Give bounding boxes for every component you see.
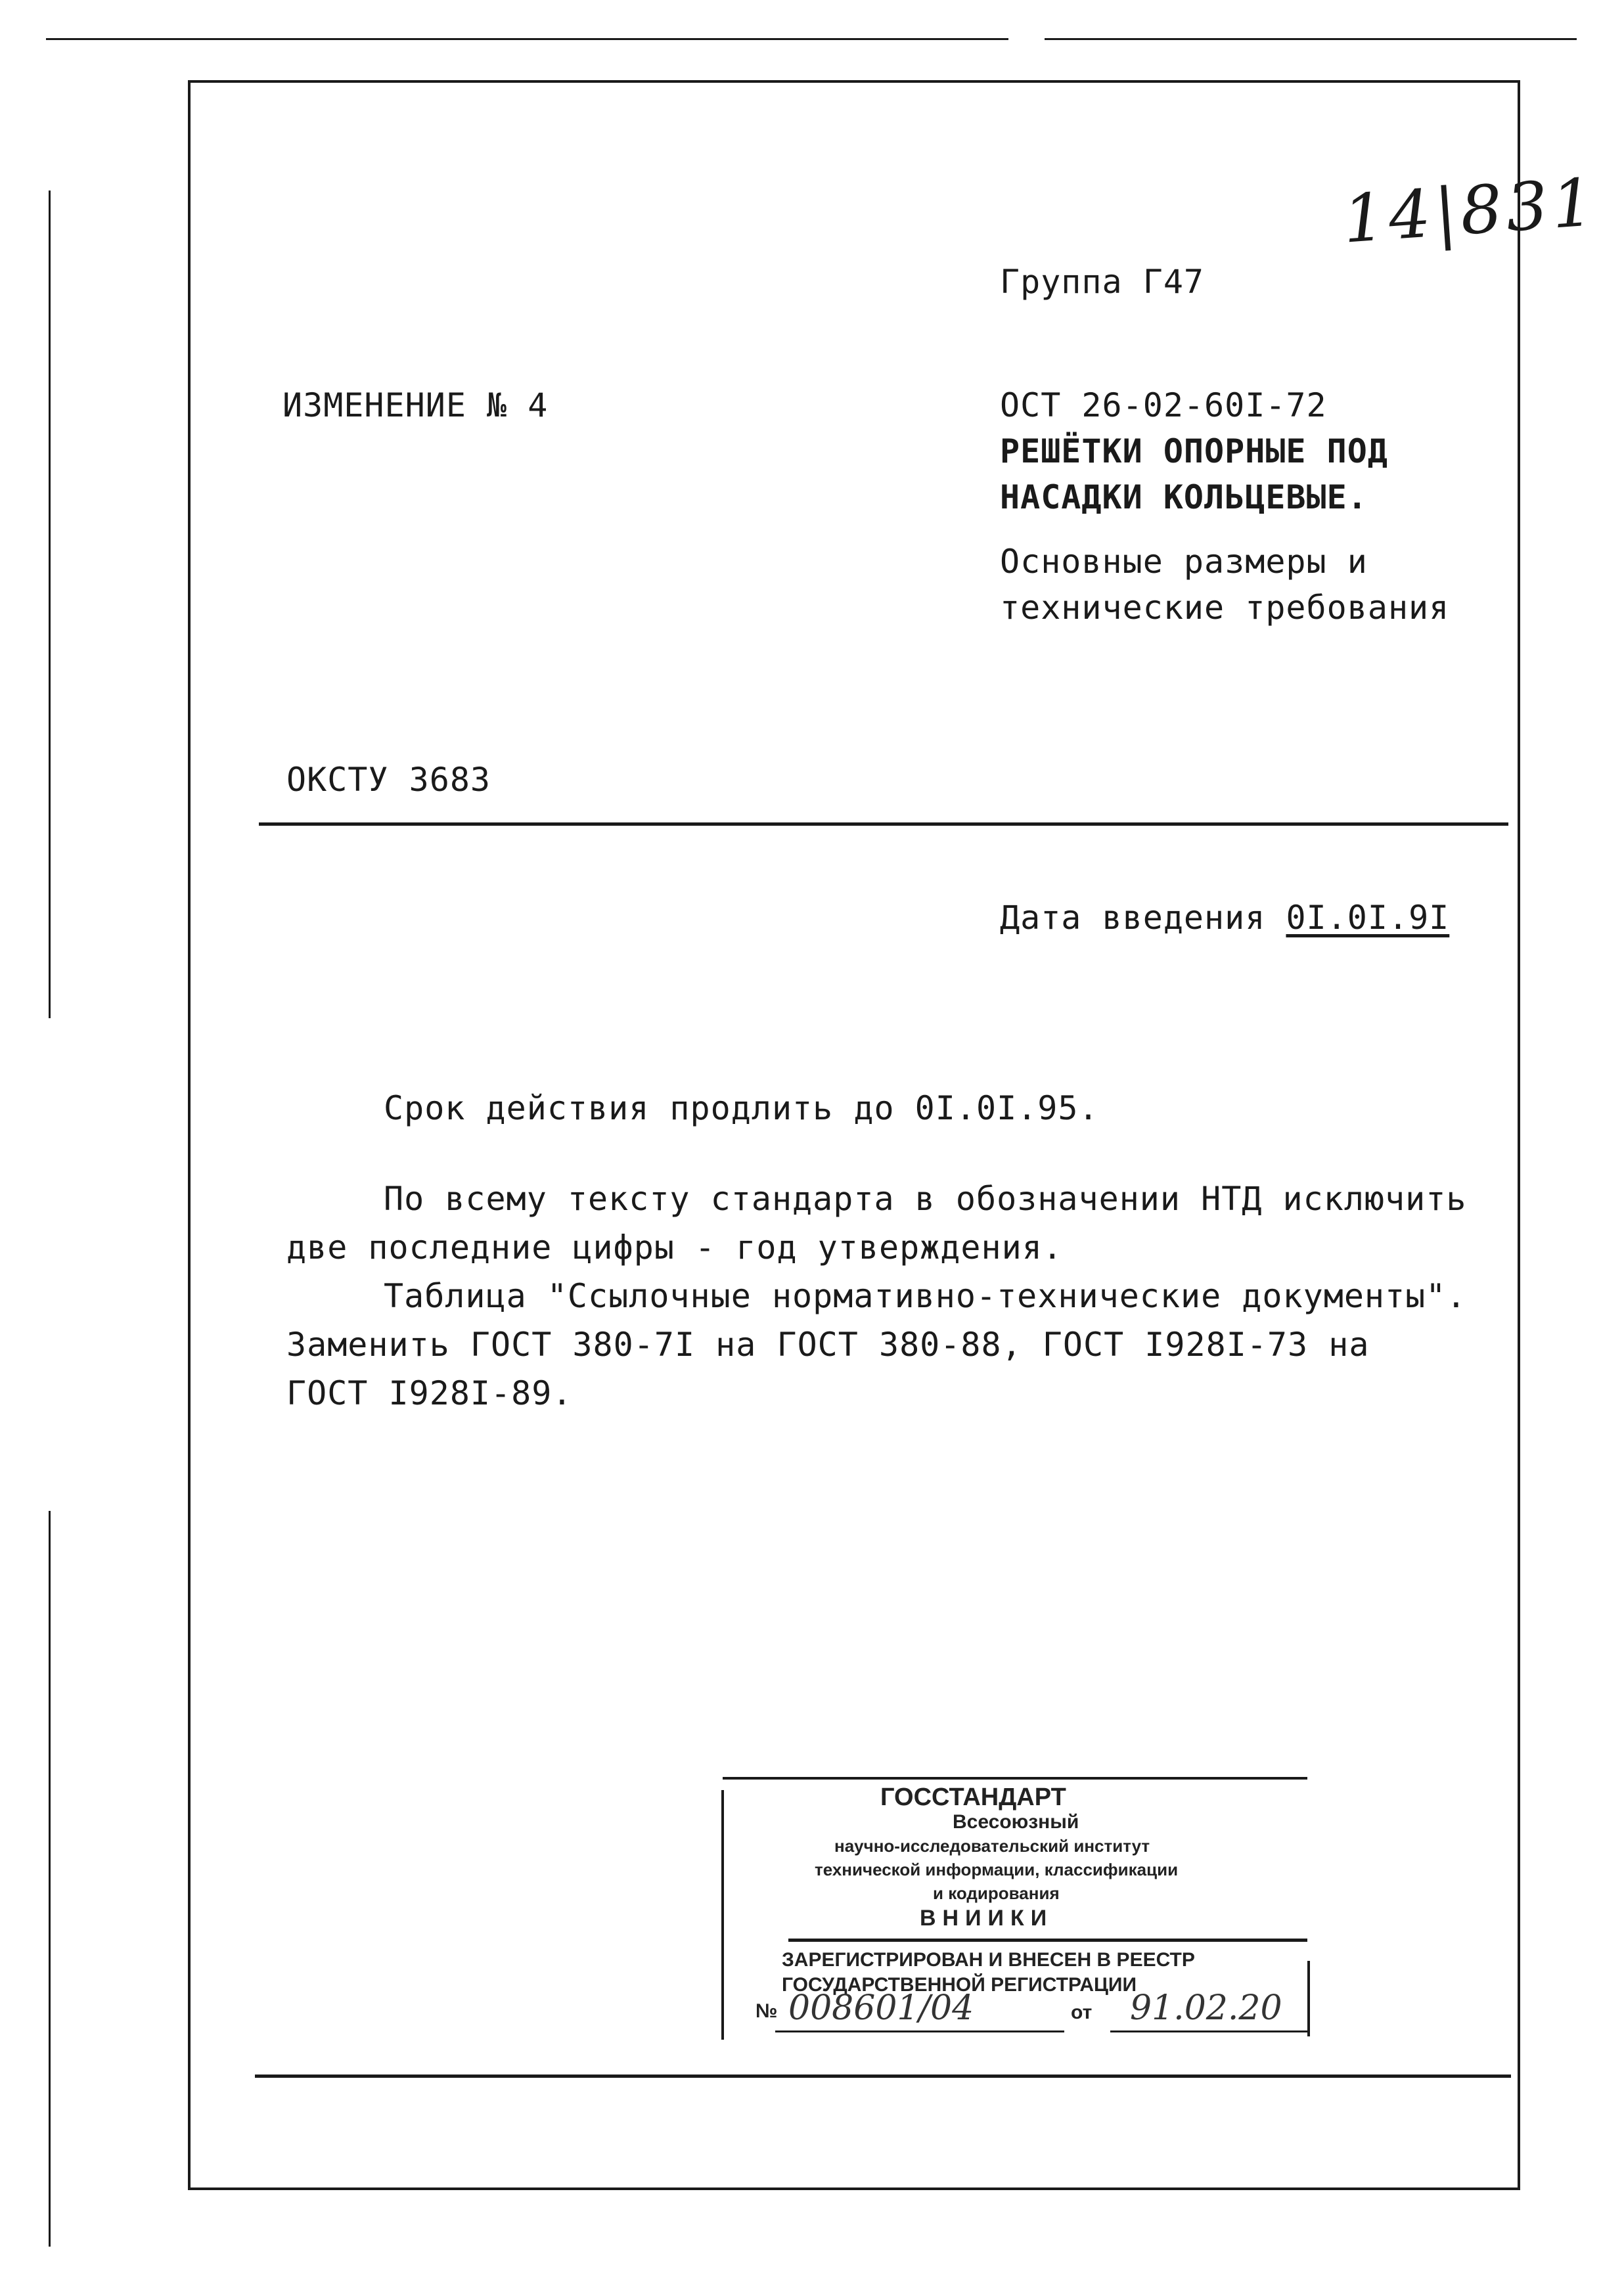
stamp-date-underline: [1110, 2030, 1307, 2032]
stamp-date-label: от: [1071, 2002, 1093, 2023]
stamp-line-7: ЗАРЕГИСТРИРОВАН И ВНЕСЕН В РЕЕСТР: [782, 1949, 1195, 1971]
handwritten-number: 14|831: [1340, 163, 1600, 258]
stamp-number-value: 008601/04: [788, 1988, 974, 2028]
okstu-code: ОКСТУ 3683: [286, 761, 491, 799]
stamp-line-3: научно-исследовательский институт: [834, 1836, 1150, 1856]
top-edge-line-right: [1045, 38, 1577, 40]
stamp-line-6: ВНИИКИ: [920, 1906, 1054, 1931]
subtitle-line-2: технические требования: [1000, 589, 1450, 627]
body-line-6: ГОСТ I928I-89.: [286, 1374, 573, 1412]
stamp-number-label: №: [756, 2000, 778, 2022]
body-line-4: Таблица "Ссылочные нормативно-технические документы".: [384, 1277, 1467, 1315]
title-line-1: РЕШЁТКИ ОПОРНЫЕ ПОД: [1000, 432, 1388, 470]
stamp-line-4: технической информации, классификации: [815, 1860, 1179, 1879]
introduction-date: [1000, 893, 1449, 942]
stamp-date-value: 91.02.20: [1130, 1988, 1282, 2028]
body-line-3: две последние цифры - год утверждения.: [286, 1228, 1063, 1267]
date-value: 0I.0I.9I: [1286, 899, 1450, 937]
top-edge-line: [46, 38, 1008, 40]
title-line-2: НАСАДКИ КОЛЬЦЕВЫЕ.: [1000, 478, 1368, 516]
stamp-middle-border: [788, 1939, 1307, 1942]
stamp-line-2: Всесоюзный: [953, 1811, 1079, 1833]
left-margin-mark: [49, 191, 51, 1018]
registration-stamp: [716, 1770, 1314, 2046]
stamp-line-8: ГОСУДАРСТВЕННОЙ РЕГИСТРАЦИИ: [782, 1974, 1137, 1996]
header-divider: [259, 822, 1508, 826]
standard-code: ОСТ 26-02-60I-72: [1000, 386, 1327, 424]
stamp-line-1: ГОССТАНДАРТ: [880, 1783, 1066, 1811]
body-line-2: По всему тексту стандарта в обозначении НТД исключить: [384, 1180, 1467, 1218]
stamp-right-border: [1307, 1961, 1310, 2036]
stamp-left-border: [721, 1790, 724, 2040]
stamp-number-underline: [775, 2030, 1064, 2032]
date-label: Дата введения: [1000, 899, 1266, 937]
left-margin-mark-lower: [49, 1511, 51, 2247]
stamp-line-5: и кодирования: [933, 1883, 1060, 1903]
stamp-top-border: [723, 1777, 1307, 1780]
body-line-1: Срок действия продлить до 0I.0I.95.: [384, 1089, 1099, 1127]
change-label: ИЗМЕНЕНИЕ № 4: [282, 386, 549, 424]
body-line-5: Заменить ГОСТ 380-7I на ГОСТ 380-88, ГОСТ I928I-73 на: [286, 1326, 1370, 1364]
group-label: Группа Г47: [1000, 263, 1205, 301]
subtitle-line-1: Основные размеры и: [1000, 543, 1368, 581]
bottom-divider: [255, 2075, 1511, 2078]
